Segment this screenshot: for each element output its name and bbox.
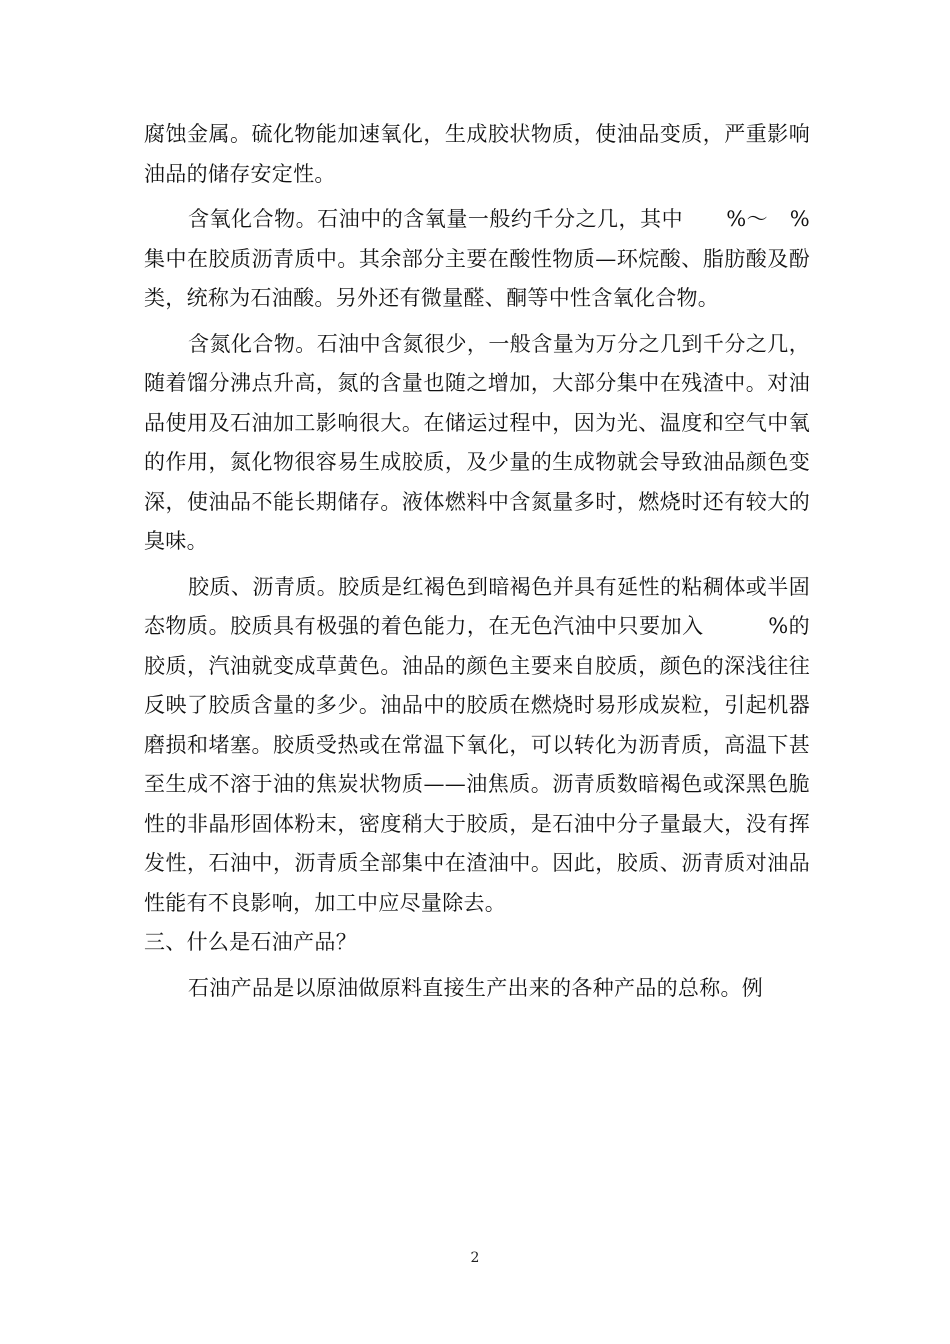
section-heading: 三、什么是石油产品？ bbox=[144, 930, 357, 954]
page-number: 2 bbox=[470, 1250, 480, 1266]
paragraph-petroleum-products: 石油产品是以原油做原料直接生产出来的各种产品的总称。例 bbox=[188, 975, 764, 1000]
paragraph-nitrogen-compounds: 含氮化合物。石油中含氮很少，一般含量为万分之几到千分之几，随着馏分沸点升高，氮的含量也随之增加，大部分集中在残渣中。对油品使用及石油加工影响很大。在储运过程中，因为光、温度和空气中氧的作用，氮化物很容易生成胶质，及少量的生成物就会导致油品颜色变深，使油品不能长期储存。液体燃料中含氮量多时，燃烧时还有较大的臭味。 bbox=[144, 331, 810, 553]
paragraph-continuation: 腐蚀金属。硫化物能加速氧化，生成胶状物质，使油品变质，严重影响油品的储存安定性。 bbox=[144, 122, 810, 186]
paragraph-oxygen-compounds: 含氧化合物。石油中的含氧量一般约千分之几，其中 %～ %集中在胶质沥青质中。其余部分主要在酸性物质—环烷酸、脂肪酸及酚类，统称为石油酸。另外还有微量醛、酮等中性含氧化合物。 bbox=[144, 207, 810, 310]
paragraph-resins-asphaltenes: 胶质、沥青质。胶质是红褐色到暗褐色并具有延性的粘稠体或半固态物质。胶质具有极强的着色能力，在无色汽油中只要加入 %的胶质，汽油就变成草黄色。油品的颜色主要来自胶质，颜色的深浅往往反映了胶质含量的多少。油品中的胶质在燃烧时易形成炭粒，引起机器磨损和堵塞。胶质受热或在常温下氧化，可以转化为沥青质，高温下甚至生成不溶于油的焦炭状物质——油焦质。沥青质数暗褐色或深黑色脆性的非晶形固体粉末，密度稍大于胶质，是石油中分子量最大，没有挥发性，石油中，沥青质全部集中在渣油中。因此，胶质、沥青质对油品性能有不良影响，加工中应尽量除去。 bbox=[144, 574, 810, 915]
body-text bbox=[144, 115, 810, 1008]
